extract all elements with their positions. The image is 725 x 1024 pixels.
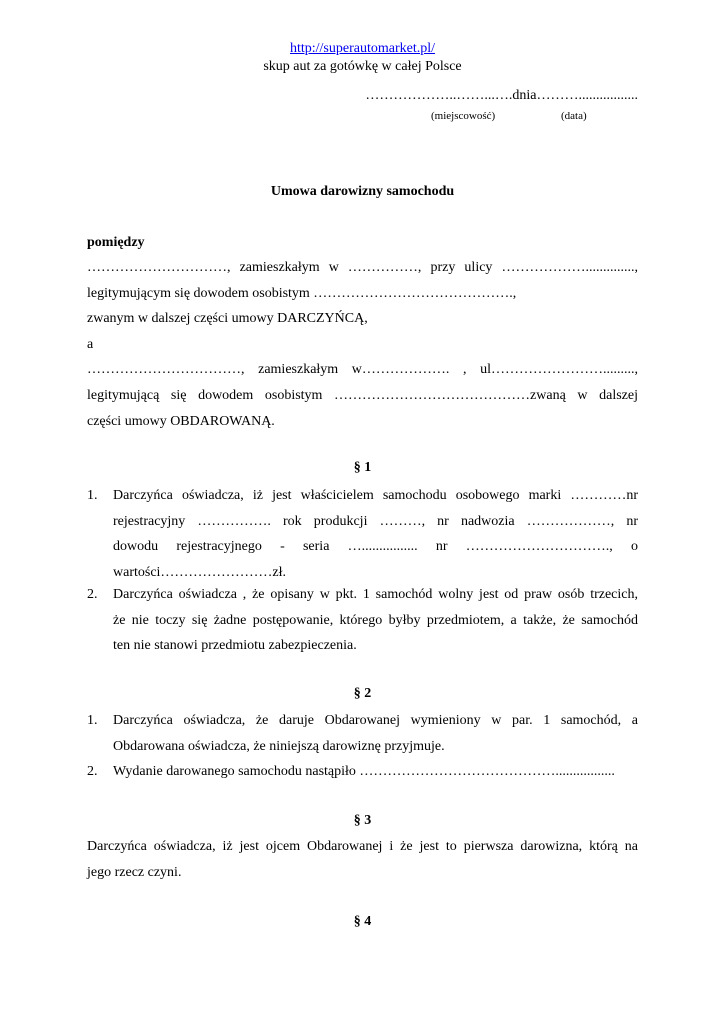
section-3-line: Darczyńca oświadcza, iż jest ojcem Obdarowanej i że jest to pierwsza darowizna, którą na <box>87 839 638 854</box>
item-number: 1. <box>87 488 98 503</box>
section-2-item <box>87 708 638 759</box>
header-url-link[interactable]: http://superautomarket.pl/ <box>289 41 436 56</box>
item-line: Wydanie darowanego samochodu nastąpiło ……………………………………................. <box>113 764 615 779</box>
item-line: że nie toczy się żadne postępowanie, którego byłby przedmiotem, a także, że samochód <box>113 612 638 628</box>
item-line: wartości……………………zł. <box>113 564 287 580</box>
parties-line: części umowy OBDAROWANĄ. <box>87 413 275 429</box>
parties-line: ……………………………, zamieszkałym w………………. , ul……………………........., <box>87 362 638 378</box>
section-2-item <box>87 759 638 785</box>
section-3-line: jego rzecz czyni. <box>87 864 182 880</box>
item-number: 2. <box>87 764 98 779</box>
item-line: Obdarowana oświadcza, że niniejszą darowiznę przyjmuje. <box>113 738 445 754</box>
parties-line: legitymującą się dowodem osobistym ……………………………………zwaną w dalszej <box>87 387 638 403</box>
parties-line: …………………………, zamieszkałym w ……………, przy ulicy ……………….............., <box>87 260 638 275</box>
document-title: Umowa darowizny samochodu <box>270 184 455 199</box>
item-line: Darczyńca oświadcza, że daruje Obdarowanej wymieniony w par. 1 samochód, a <box>113 713 638 728</box>
item-line: rejestracyjny ……………. rok produkcji ………, nr nadwozia ………………, nr <box>113 513 638 529</box>
section-3-sign: § 3 <box>353 813 372 828</box>
section-3-text <box>87 834 638 885</box>
place-date-line: ………………..……...….dnia………................. <box>365 88 638 103</box>
parties-line: legitymującym się dowodem osobistym ……………………………………., <box>87 285 517 301</box>
item-line: ten nie stanowi przedmiotu zabezpieczenia. <box>113 638 357 654</box>
header-subtitle: skup aut za gotówkę w całej Polsce <box>263 59 462 74</box>
item-line: dowodu rejestracyjnego - seria …................ nr …………………………., o <box>113 539 638 555</box>
section-1-item <box>87 582 638 659</box>
item-number: 1. <box>87 713 98 728</box>
parties-block <box>87 255 638 434</box>
parties-line: zwanym w dalszej części umowy DARCZYŃCĄ, <box>87 311 368 327</box>
parties-line: a <box>87 336 94 352</box>
place-label: (miejscowość) <box>431 110 496 122</box>
date-label: (data) <box>561 110 587 122</box>
section-4-sign: § 4 <box>353 914 372 929</box>
item-number: 2. <box>87 587 98 602</box>
item-line: Darczyńca oświadcza , że opisany w pkt. 1 samochód wolny jest od praw osób trzecich, <box>113 587 638 602</box>
item-line: Darczyńca oświadcza, iż jest właścicielem samochodu osobowego marki …………nr <box>113 488 638 503</box>
parties-heading: pomiędzy <box>87 235 145 250</box>
section-1-item <box>87 483 638 585</box>
section-2-sign: § 2 <box>353 686 372 701</box>
section-1-sign: § 1 <box>353 460 372 475</box>
